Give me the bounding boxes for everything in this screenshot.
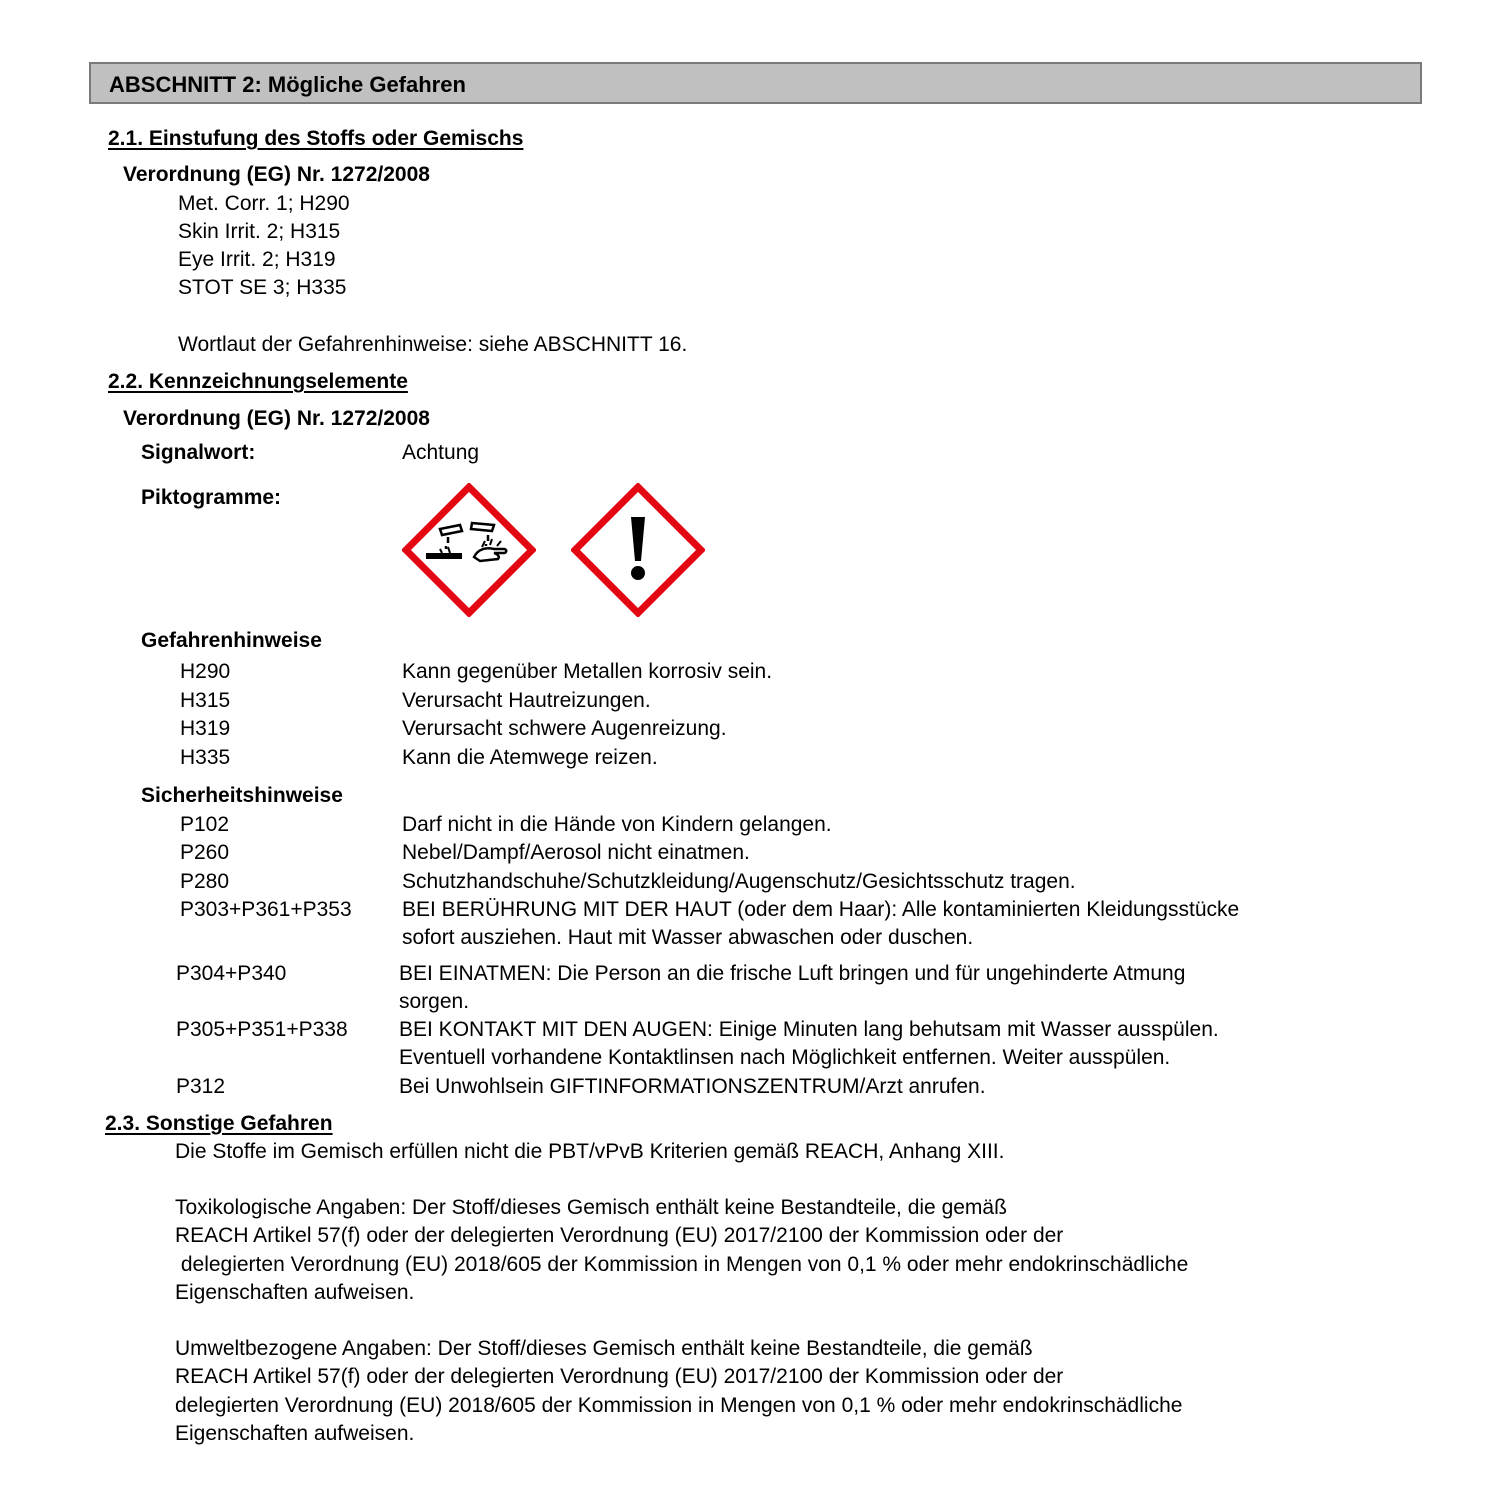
hazard-statements-label: Gefahrenhinweise bbox=[141, 629, 322, 652]
precaution-text: Darf nicht in die Hände von Kindern gelangen. bbox=[402, 813, 832, 836]
hazard-text: Verursacht schwere Augenreizung. bbox=[402, 717, 727, 740]
classification-item: Skin Irrit. 2; H315 bbox=[178, 220, 341, 243]
precaution-text: BEI BERÜHRUNG MIT DER HAUT (oder dem Haar): Alle kontaminierten Kleidungsstücke bbox=[402, 898, 1240, 921]
regulation-2-2: Verordnung (EG) Nr. 1272/2008 bbox=[123, 407, 430, 430]
hazard-text: Kann die Atemwege reizen. bbox=[402, 746, 658, 769]
precaution-text: Nebel/Dampf/Aerosol nicht einatmen. bbox=[402, 841, 750, 864]
hazard-text: Verursacht Hautreizungen. bbox=[402, 689, 651, 712]
precaution-code: P312 bbox=[176, 1075, 226, 1098]
precaution-text: sofort ausziehen. Haut mit Wasser abwaschen oder duschen. bbox=[402, 926, 974, 949]
exclamation-pictogram-icon bbox=[571, 483, 705, 617]
precaution-code: P303+P361+P353 bbox=[180, 898, 352, 921]
signal-word-label: Signalwort: bbox=[141, 441, 256, 464]
tox-info-line: Toxikologische Angaben: Der Stoff/dieses Gemisch enthält keine Bestandteile, die gemäß bbox=[175, 1196, 1007, 1219]
env-info-line: Eigenschaften aufweisen. bbox=[175, 1422, 415, 1445]
hazard-code: H315 bbox=[180, 689, 231, 712]
heading-2-1: 2.1. Einstufung des Stoffs oder Gemischs bbox=[108, 127, 524, 150]
precaution-code: P102 bbox=[180, 813, 230, 836]
precaution-text: BEI EINATMEN: Die Person an die frische Luft bringen und für ungehinderte Atmung bbox=[399, 962, 1186, 985]
precaution-text: Bei Unwohlsein GIFTINFORMATIONSZENTRUM/Arzt anrufen. bbox=[399, 1075, 986, 1098]
regulation-2-1: Verordnung (EG) Nr. 1272/2008 bbox=[123, 163, 430, 186]
classification-item: Eye Irrit. 2; H319 bbox=[178, 248, 336, 271]
hazard-code: H335 bbox=[180, 746, 231, 769]
env-info-line: Umweltbezogene Angaben: Der Stoff/dieses Gemisch enthält keine Bestandteile, die gemäß bbox=[175, 1337, 1033, 1360]
precaution-code: P280 bbox=[180, 870, 230, 893]
hazard-code: H319 bbox=[180, 717, 231, 740]
signal-word-value: Achtung bbox=[402, 441, 480, 464]
precaution-text: BEI KONTAKT MIT DEN AUGEN: Einige Minuten lang behutsam mit Wasser ausspülen. bbox=[399, 1018, 1219, 1041]
precaution-text: Eventuell vorhandene Kontaktlinsen nach Möglichkeit entfernen. Weiter ausspülen. bbox=[399, 1046, 1171, 1069]
tox-info-line: Eigenschaften aufweisen. bbox=[175, 1281, 415, 1304]
corrosion-pictogram-icon bbox=[402, 483, 536, 617]
precautionary-statements-label: Sicherheitshinweise bbox=[141, 784, 343, 807]
hazard-text: Kann gegenüber Metallen korrosiv sein. bbox=[402, 660, 773, 683]
precaution-text: sorgen. bbox=[399, 990, 470, 1013]
precaution-text: Schutzhandschuhe/Schutzkleidung/Augenschutz/Gesichtsschutz tragen. bbox=[402, 870, 1076, 893]
classification-note: Wortlaut der Gefahrenhinweise: siehe ABSCHNITT 16. bbox=[178, 333, 688, 356]
pictograms-label: Piktogramme: bbox=[141, 486, 282, 509]
heading-2-2: 2.2. Kennzeichnungselemente bbox=[108, 370, 408, 393]
env-info-line: REACH Artikel 57(f) oder der delegierten Verordnung (EU) 2017/2100 der Kommission oder der bbox=[175, 1365, 1064, 1388]
hazard-code: H290 bbox=[180, 660, 231, 683]
classification-item: Met. Corr. 1; H290 bbox=[178, 192, 350, 215]
pbt-statement: Die Stoffe im Gemisch erfüllen nicht die PBT/vPvB Kriterien gemäß REACH, Anhang XIII. bbox=[175, 1140, 1005, 1163]
heading-2-3: 2.3. Sonstige Gefahren bbox=[105, 1112, 333, 1135]
section-header bbox=[89, 62, 1422, 104]
tox-info-line: REACH Artikel 57(f) oder der delegierten Verordnung (EU) 2017/2100 der Kommission oder der bbox=[175, 1224, 1064, 1247]
section-title: ABSCHNITT 2: Mögliche Gefahren bbox=[109, 72, 466, 97]
precaution-code: P260 bbox=[180, 841, 230, 864]
classification-item: STOT SE 3; H335 bbox=[178, 276, 347, 299]
precaution-code: P304+P340 bbox=[176, 962, 287, 985]
env-info-line: delegierten Verordnung (EU) 2018/605 der Kommission in Mengen von 0,1 % oder mehr endokrinschädliche bbox=[175, 1394, 1183, 1417]
tox-info-line: delegierten Verordnung (EU) 2018/605 der Kommission in Mengen von 0,1 % oder mehr endokrinschädliche bbox=[175, 1253, 1189, 1276]
precaution-code: P305+P351+P338 bbox=[176, 1018, 348, 1041]
